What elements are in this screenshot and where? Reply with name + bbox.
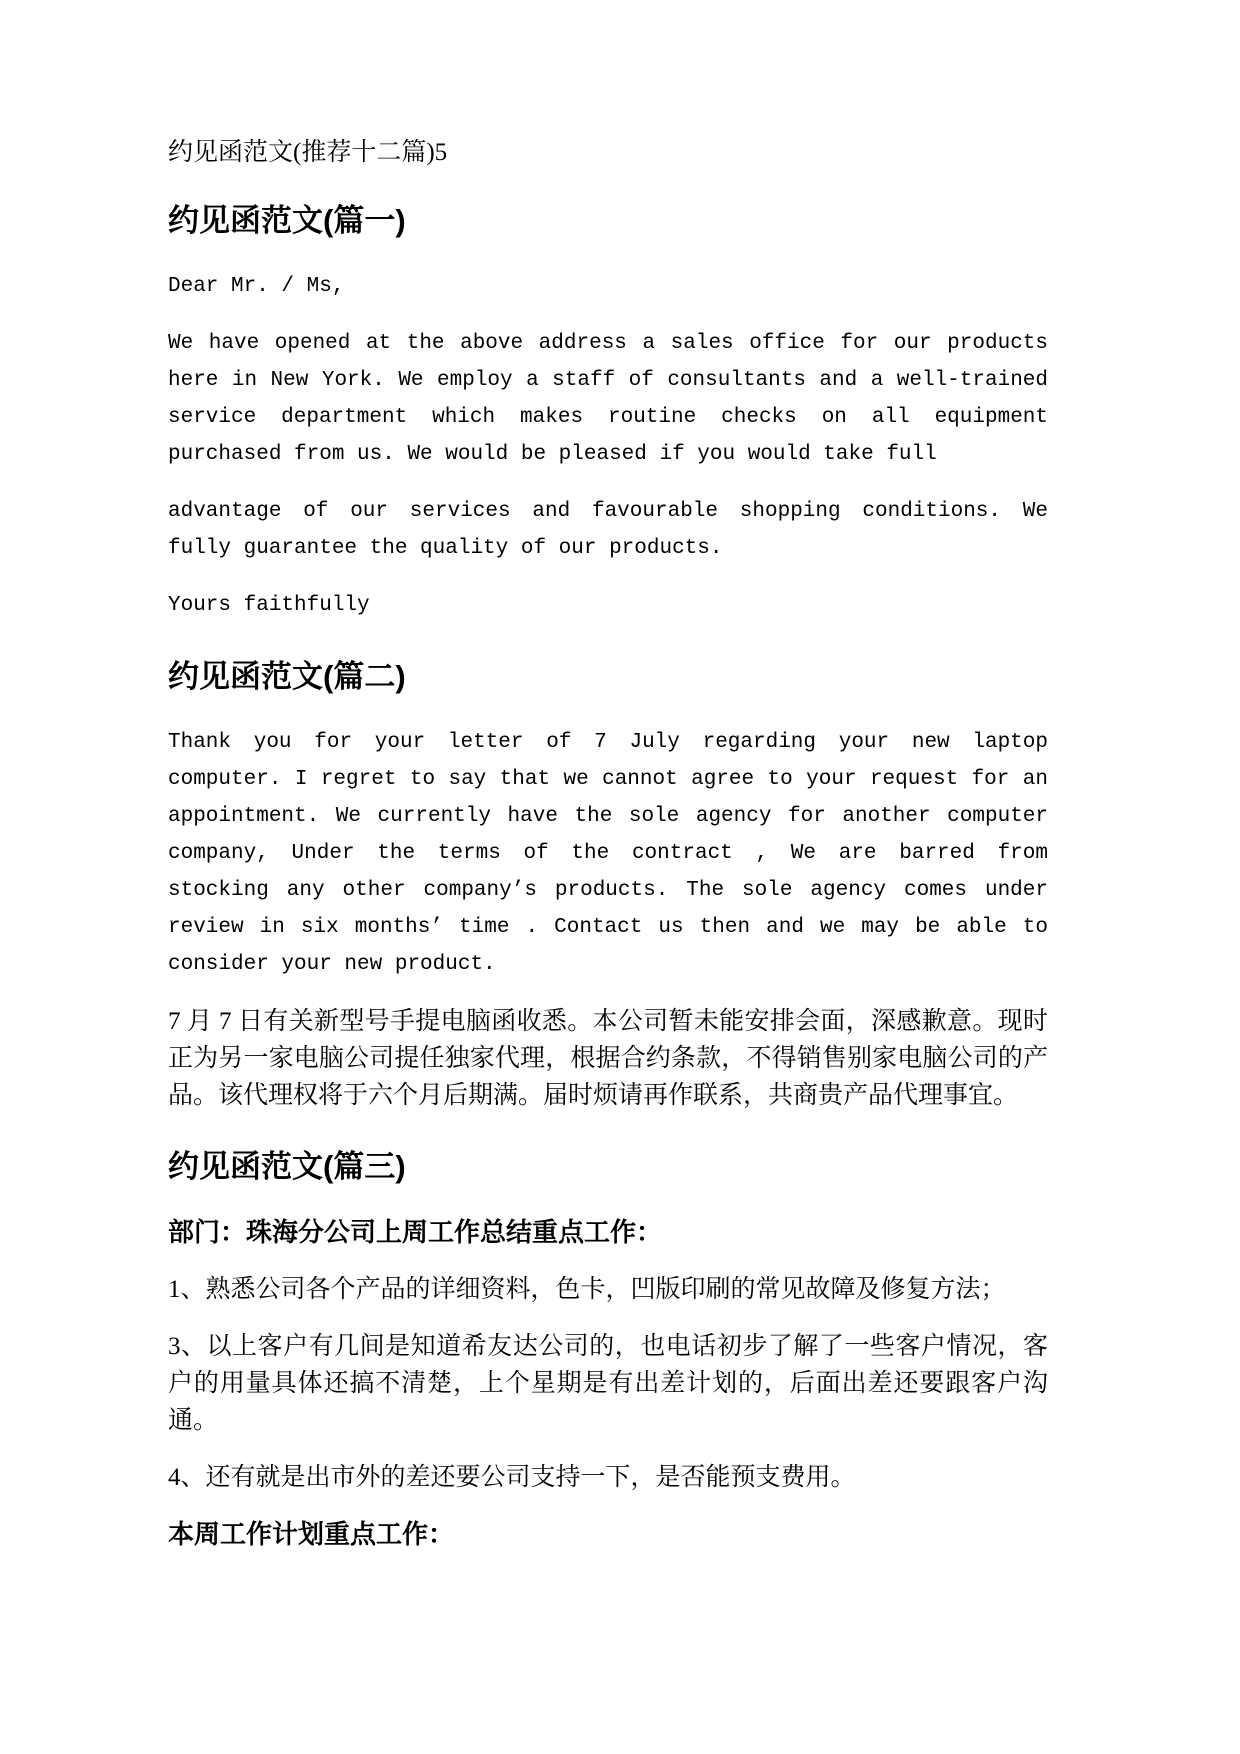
- letter-2-paragraph-chinese: 7 月 7 日有关新型号手提电脑函收悉。本公司暂未能安排会面，深感歉意。现时正为另一家电脑公司提任独家代理，根据合约条款，不得销售别家电脑公司的产品。该代理权将于六个月后期满。届时烦请再作联系，共商贵产品代理事宜。: [168, 1008, 1048, 1109]
- section-1-heading: 约见函范文(篇一): [168, 203, 406, 238]
- section-2-heading: 约见函范文(篇二): [168, 659, 406, 694]
- letter-1-salutation: Dear Mr. / Ms,: [168, 275, 345, 298]
- letter-1-closing: Yours faithfully: [168, 594, 370, 617]
- section-3-heading: 约见函范文(篇三): [168, 1149, 406, 1184]
- letter-1-paragraph-2: advantage of our services and favourable shopping conditions. We fully guarantee the quality of our products.: [168, 500, 1048, 560]
- week-plan-heading: 本周工作计划重点工作：: [168, 1519, 455, 1549]
- letter-1-paragraph-1: We have opened at the above address a sales office for our products here in New York. We employ a staff of consultants and a well-trained service department which makes routine checks on all equipment purchased from us. We would be pleased if you would take full: [168, 332, 1048, 466]
- work-item-3: 3、以上客户有几间是知道希友达公司的，也电话初步了解了一些客户情况，客户的用量具体还搞不清楚，上个星期是有出差计划的，后面出差还要跟客户沟通。: [168, 1333, 1048, 1434]
- work-item-4: 4、还有就是出市外的差还要公司支持一下，是否能预支费用。: [168, 1464, 856, 1491]
- letter-2-paragraph-english: Thank you for your letter of 7 July regarding your new laptop computer. I regret to say that we cannot agree to your request for an appointment. We currently have the sole agency for another computer company, Under the terms of the contract , We are barred from stocking any other company’s products. The sole agency comes under review in six months’ time . Contact us then and we may be able to consider your new product.: [168, 731, 1048, 976]
- department-summary-heading: 部门：珠海分公司上周工作总结重点工作：: [168, 1217, 663, 1247]
- doc-title: 约见函范文(推荐十二篇)5: [168, 139, 448, 166]
- work-item-1: 1、熟悉公司各个产品的详细资料，色卡，凹版印刷的常见故障及修复方法；: [168, 1276, 1006, 1303]
